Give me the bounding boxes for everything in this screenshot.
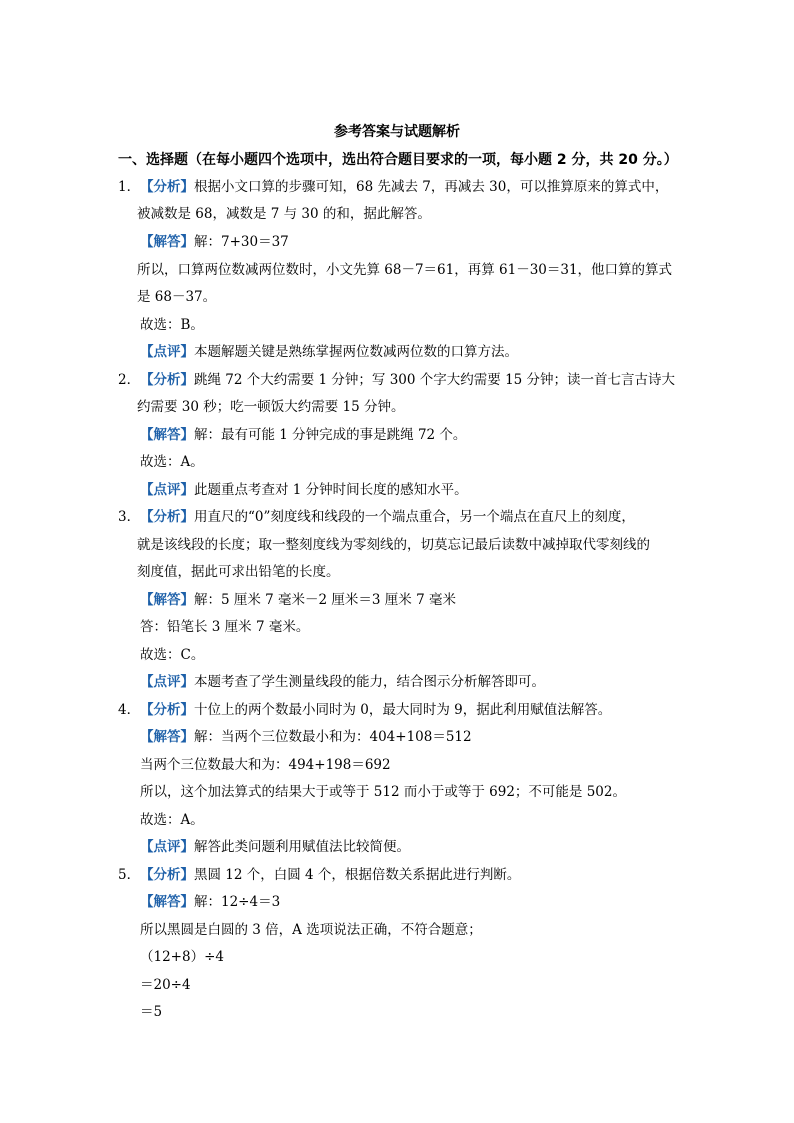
item-answer-line: ＝20÷4 — [140, 977, 191, 993]
item-analysis-line: 被减数是 68，减数是 7 与 30 的和，据此解答。 — [137, 206, 431, 222]
item-number: 5． — [118, 867, 141, 883]
item-answer-line: 是 68－37。 — [137, 289, 217, 305]
page-title: 参考答案与试题解析 — [334, 124, 460, 140]
answer-tag: 【解答】 — [140, 234, 194, 250]
answer-tag: 【解答】 — [140, 592, 194, 608]
analysis-tag: 【分析】 — [140, 372, 194, 388]
item-answer-line: 故选：A。 — [140, 454, 204, 470]
item-answer-line: 所以，口算两位数减两位数时，小文先算 68－7＝61，再算 61－30＝31，他口算的算式 — [137, 262, 673, 278]
item-answer-line: 当两个三位数最大和为：494+198＝692 — [140, 757, 391, 773]
item-answer-line: ＝5 — [140, 1004, 163, 1020]
item-number: 3． — [118, 509, 141, 525]
item-analysis-line: 【分析】黑圆 12 个，白圆 4 个，根据倍数关系据此进行判断。 — [140, 867, 521, 883]
item-answer-line: 【解答】解：最有可能 1 分钟完成的事是跳绳 72 个。 — [140, 427, 467, 443]
item-analysis-line: 【分析】十位上的两个数最小同时为 0，最大同时为 9，据此利用赋值法解答。 — [140, 702, 612, 718]
item-comment-line: 【点评】此题重点考查对 1 分钟时间长度的感知水平。 — [140, 482, 468, 498]
item-answer-line: 故选：A。 — [140, 812, 204, 828]
answer-tag: 【解答】 — [140, 427, 194, 443]
analysis-tag: 【分析】 — [140, 509, 194, 525]
item-number: 4． — [118, 702, 141, 718]
answer-tag: 【解答】 — [140, 729, 194, 745]
item-analysis-line: 就是该线段的长度；取一整刻度线为零刻线的，切莫忘记最后读数中减掉取代零刻线的 — [137, 537, 650, 553]
comment-tag: 【点评】 — [140, 482, 194, 498]
section-heading: 一、选择题（在每小题四个选项中，选出符合题目要求的一项，每小题 2 分，共 20 分。） — [118, 152, 678, 168]
item-analysis-line: 【分析】根据小文口算的步骤可知，68 先减去 7，再减去 30，可以推算原来的算式中， — [140, 179, 669, 195]
item-number: 2． — [118, 372, 141, 388]
item-analysis-line: 约需要 30 秒；吃一顿饭大约需要 15 分钟。 — [137, 399, 405, 415]
comment-tag: 【点评】 — [140, 839, 194, 855]
answer-tag: 【解答】 — [140, 894, 194, 910]
item-comment-line: 【点评】本题解题关键是熟练掌握两位数减两位数的口算方法。 — [140, 344, 518, 360]
item-answer-line: 答：铅笔长 3 厘米 7 毫米。 — [140, 619, 310, 635]
comment-tag: 【点评】 — [140, 344, 194, 360]
item-answer-line: 【解答】解：5 厘米 7 毫米－2 厘米＝3 厘米 7 毫米 — [140, 592, 456, 608]
item-comment-line: 【点评】本题考查了学生测量线段的能力，结合图示分析解答即可。 — [140, 674, 545, 690]
item-answer-line: 故选：C。 — [140, 647, 205, 663]
item-answer-line: 【解答】解：7+30＝37 — [140, 234, 289, 250]
item-number: 1． — [118, 179, 141, 195]
item-answer-line: 【解答】解：12÷4＝3 — [140, 894, 281, 910]
item-answer-line: （12+8）÷4 — [140, 949, 224, 965]
item-analysis-line: 刻度值，据此可求出铅笔的长度。 — [137, 564, 340, 580]
analysis-tag: 【分析】 — [140, 702, 194, 718]
item-comment-line: 【点评】解答此类问题利用赋值法比较简便。 — [140, 839, 410, 855]
item-answer-line: 【解答】解：当两个三位数最小和为：404+108＝512 — [140, 729, 472, 745]
item-analysis-line: 【分析】跳绳 72 个大约需要 1 分钟；写 300 个字大约需要 15 分钟；读一首七言古诗大 — [140, 372, 676, 388]
item-analysis-line: 【分析】用直尺的“0”刻度线和线段的一个端点重合，另一个端点在直尺上的刻度， — [140, 509, 635, 525]
item-answer-line: 所以黑圆是白圆的 3 倍，A 选项说法正确，不符合题意； — [140, 922, 482, 938]
analysis-tag: 【分析】 — [140, 867, 194, 883]
analysis-tag: 【分析】 — [140, 179, 194, 195]
comment-tag: 【点评】 — [140, 674, 194, 690]
item-answer-line: 故选：B。 — [140, 317, 204, 333]
item-answer-line: 所以，这个加法算式的结果大于或等于 512 而小于或等于 692；不可能是 502。 — [140, 784, 626, 800]
